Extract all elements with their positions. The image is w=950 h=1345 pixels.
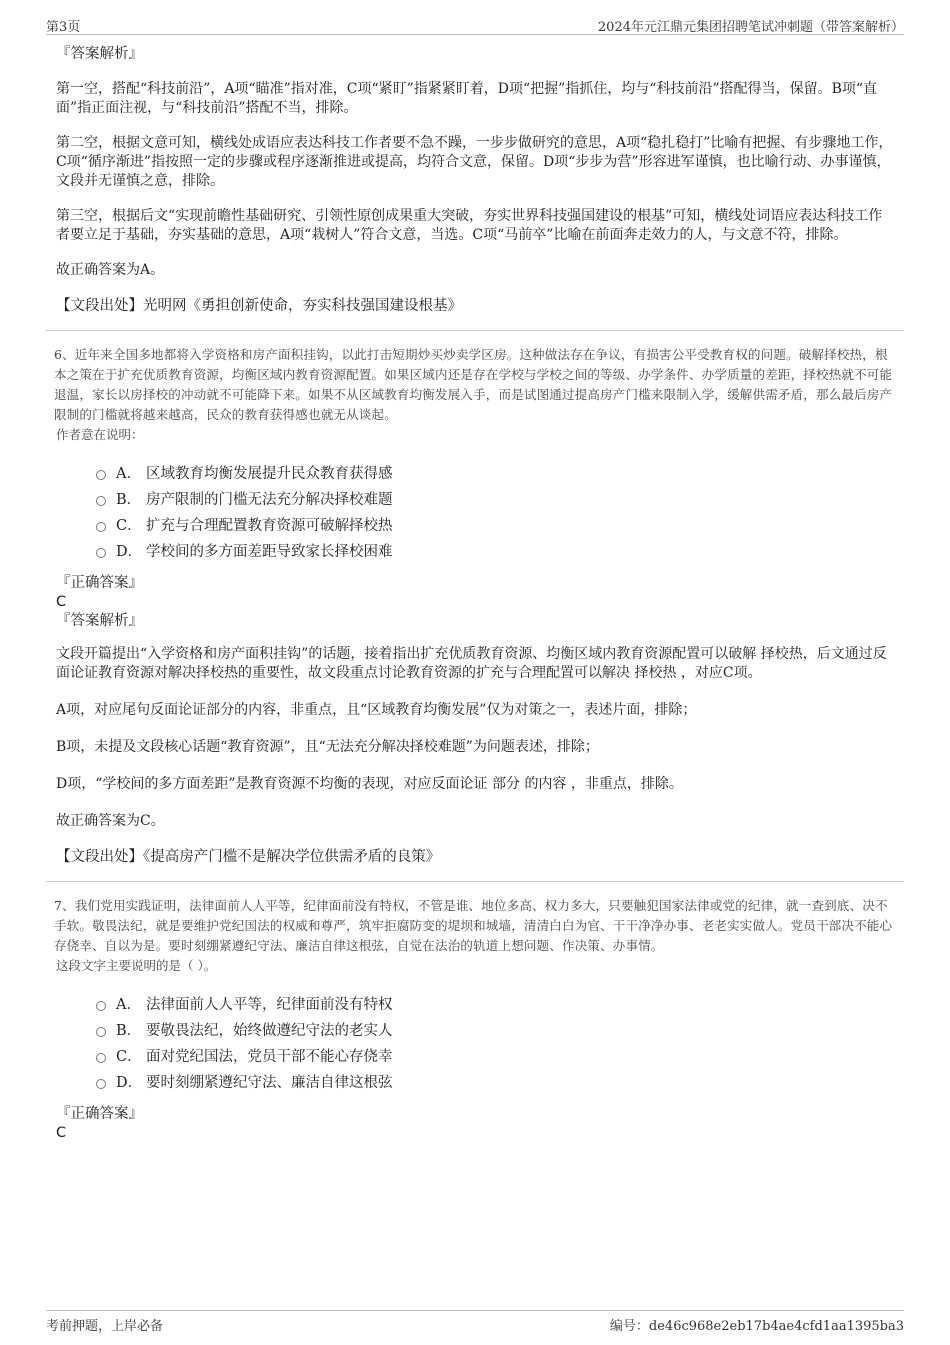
footer-serial: 编号：de46c968e2eb17b4ae4cfd1aa1395ba3 <box>609 1319 904 1334</box>
q6-analysis-paragraph-4: D项，“学校间的多方面差距”是教育资源不均衡的表现，对应反面论证 部分 的内容 ，非重点，排除。 <box>56 776 683 792</box>
option-text: 要敬畏法纪，始终做遵纪守法的老实人 <box>146 1022 393 1039</box>
q5-conclusion: 故正确答案为A。 <box>56 262 165 278</box>
q6-question-text: 6、近年来全国多地都将入学资格和房产面积挂钩，以此打击短期炒买炒卖学区房。这种做法存在争议，有损害公平受教育权的问题。破解择校热，根本之策在于扩充优质教育资源，均衡区域内教育资源配置。如果区域内还是存在学校与学校之间的等级、办学条件、办学质量的差距，择校热就不可能退温，家长以房择校的冲动就不可能降下来。如果不从区域教育均衡发展入手，而是试图通过提高房产门槛来限制入学，缓解供需矛盾，那么最后房产限制的门槛就将越来越高，民众的教育获得感也就无从谈起。 <box>54 347 893 422</box>
option-text: 要时刻绷紧遵纪守法、廉洁自律这根弦 <box>146 1074 393 1091</box>
option-text: 区域教育均衡发展提升民众教育获得感 <box>146 465 393 482</box>
radio-icon[interactable] <box>96 1079 106 1089</box>
q7-answer: C <box>56 1125 67 1141</box>
q5-analysis-paragraph-2: 第二空，根据文意可知，横线处成语应表达科技工作者要不急不躁，一步步做研究的意思，A项“稳扎稳打”比喻有把握、有步骤地工作，C项“循序渐进”指按照一定的步骤或程序逐渐推进或提高，均符合文意，保留。D项“步步为营”形容进军谨慎，也比喻行动、办事谨慎，文段并无谨慎之意，排除。 <box>56 135 893 189</box>
q7-prompt: 这段文字主要说明的是（ ）。 <box>56 958 217 973</box>
q7-option-a[interactable] <box>96 990 894 1016</box>
option-letter: D． <box>116 543 143 560</box>
option-letter: A． <box>116 465 141 482</box>
radio-icon[interactable] <box>96 496 106 506</box>
q6-source: 【文段出处】《提高房产门槛不是解决学位供需矛盾的良策》 <box>56 849 441 865</box>
option-letter: B． <box>116 491 142 508</box>
q6-answer-label: 『正确答案』 <box>56 575 143 591</box>
page-footer <box>46 1310 904 1335</box>
option-letter: A． <box>116 996 141 1013</box>
option-text: 房产限制的门槛无法充分解决择校难题 <box>146 491 393 508</box>
q7-option-b[interactable] <box>96 1016 894 1042</box>
q5-analysis-paragraph-3: 第三空，根据后文“实现前瞻性基础研究、引领性原创成果重大突破，夯实世界科技强国建设的根基”可知，横线处词语应表达科技工作者要立足于基础，夯实基础的意思，A项“栽树人”符合文意，当选。C项“马前卒”比喻在前面奔走效力的人，与文意不符，排除。 <box>56 208 883 243</box>
section-divider <box>46 881 904 882</box>
radio-icon[interactable] <box>96 1027 106 1037</box>
q6-option-c[interactable] <box>96 511 894 537</box>
q5-analysis-paragraph-1: 第一空，搭配“科技前沿”，A项“瞄准”指对准，C项“紧盯”指紧紧盯着，D项“把握”指抓住，均与“科技前沿”搭配得当，保留。B项“直面”指正面注视，与“科技前沿”搭配不当，排除。 <box>56 81 878 116</box>
q6-analysis-paragraph-1: 文段开篇提出“入学资格和房产面积挂钩”的话题，接着指出扩充优质教育资源、均衡区域内教育资源配置可以破解 择校热，后文通过反面论证教育资源对解决择校热的重要性，故文段重点讨论教育资源的扩充与合理配置可以解决 择校热 ，对应C项。 <box>56 646 887 681</box>
q6-option-b[interactable] <box>96 485 894 511</box>
q5-analysis-label: 『答案解析』 <box>56 46 143 62</box>
q6-analysis-paragraph-3: B项，未提及文段核心话题“教育资源”，且“无法充分解决择校难题”为问题表述，排除； <box>56 739 599 755</box>
q7-question-text: 7、我们党用实践证明，法律面前人人平等，纪律面前没有特权，不管是谁、地位多高、权力多大，只要触犯国家法律或党的纪律，就一查到底、决不手软。敬畏法纪，就是要维护党纪国法的权威和尊严，筑牢拒腐防变的堤坝和城墙，清清白白为官、干干净净办事、老老实实做人。党员干部决不能心存侥幸、自以为是。要时刻绷紧遵纪守法、廉洁自律这根弦，自觉在法治的轨道上想问题、作决策、办事情。 <box>54 898 893 953</box>
option-letter: C． <box>116 517 142 534</box>
q6-analysis-label: 『答案解析』 <box>56 613 143 629</box>
q5-source: 【文段出处】光明网《勇担创新使命，夯实科技强国建设根基》 <box>56 298 462 314</box>
radio-icon[interactable] <box>96 522 106 532</box>
q7-option-d[interactable] <box>96 1068 894 1094</box>
q6-option-d[interactable] <box>96 537 894 563</box>
option-letter: D． <box>116 1074 143 1091</box>
q6-options <box>96 459 894 563</box>
option-text: 学校间的多方面差距导致家长择校困难 <box>146 543 393 560</box>
q6-option-a[interactable] <box>96 459 894 485</box>
option-letter: B． <box>116 1022 142 1039</box>
q7-options <box>96 990 894 1094</box>
q7-answer-label: 『正确答案』 <box>56 1106 143 1122</box>
document-title: 2024年元江鼎元集团招聘笔试冲刺题（带答案解析） <box>597 20 904 35</box>
radio-icon[interactable] <box>96 548 106 558</box>
page-content <box>56 44 894 1142</box>
section-divider <box>46 330 904 331</box>
radio-icon[interactable] <box>96 1053 106 1063</box>
option-letter: C． <box>116 1048 142 1065</box>
q7-option-c[interactable] <box>96 1042 894 1068</box>
q6-conclusion: 故正确答案为C。 <box>56 813 165 829</box>
q6-answer: C <box>56 594 67 610</box>
option-text: 面对党纪国法，党员干部不能心存侥幸 <box>146 1048 393 1065</box>
radio-icon[interactable] <box>96 470 106 480</box>
footer-slogan: 考前押题，上岸必备 <box>46 1319 164 1334</box>
page-number: 第3页 <box>46 20 81 35</box>
option-text: 扩充与合理配置教育资源可破解择校热 <box>146 517 393 534</box>
q6-prompt: 作者意在说明： <box>56 427 144 442</box>
q6-analysis-paragraph-2: A项，对应尾句反面论证部分的内容，非重点，且“区域教育均衡发展”仅为对策之一，表述片面，排除； <box>56 702 697 718</box>
page-header <box>46 14 904 35</box>
radio-icon[interactable] <box>96 1001 106 1011</box>
option-text: 法律面前人人平等，纪律面前没有特权 <box>146 996 393 1013</box>
